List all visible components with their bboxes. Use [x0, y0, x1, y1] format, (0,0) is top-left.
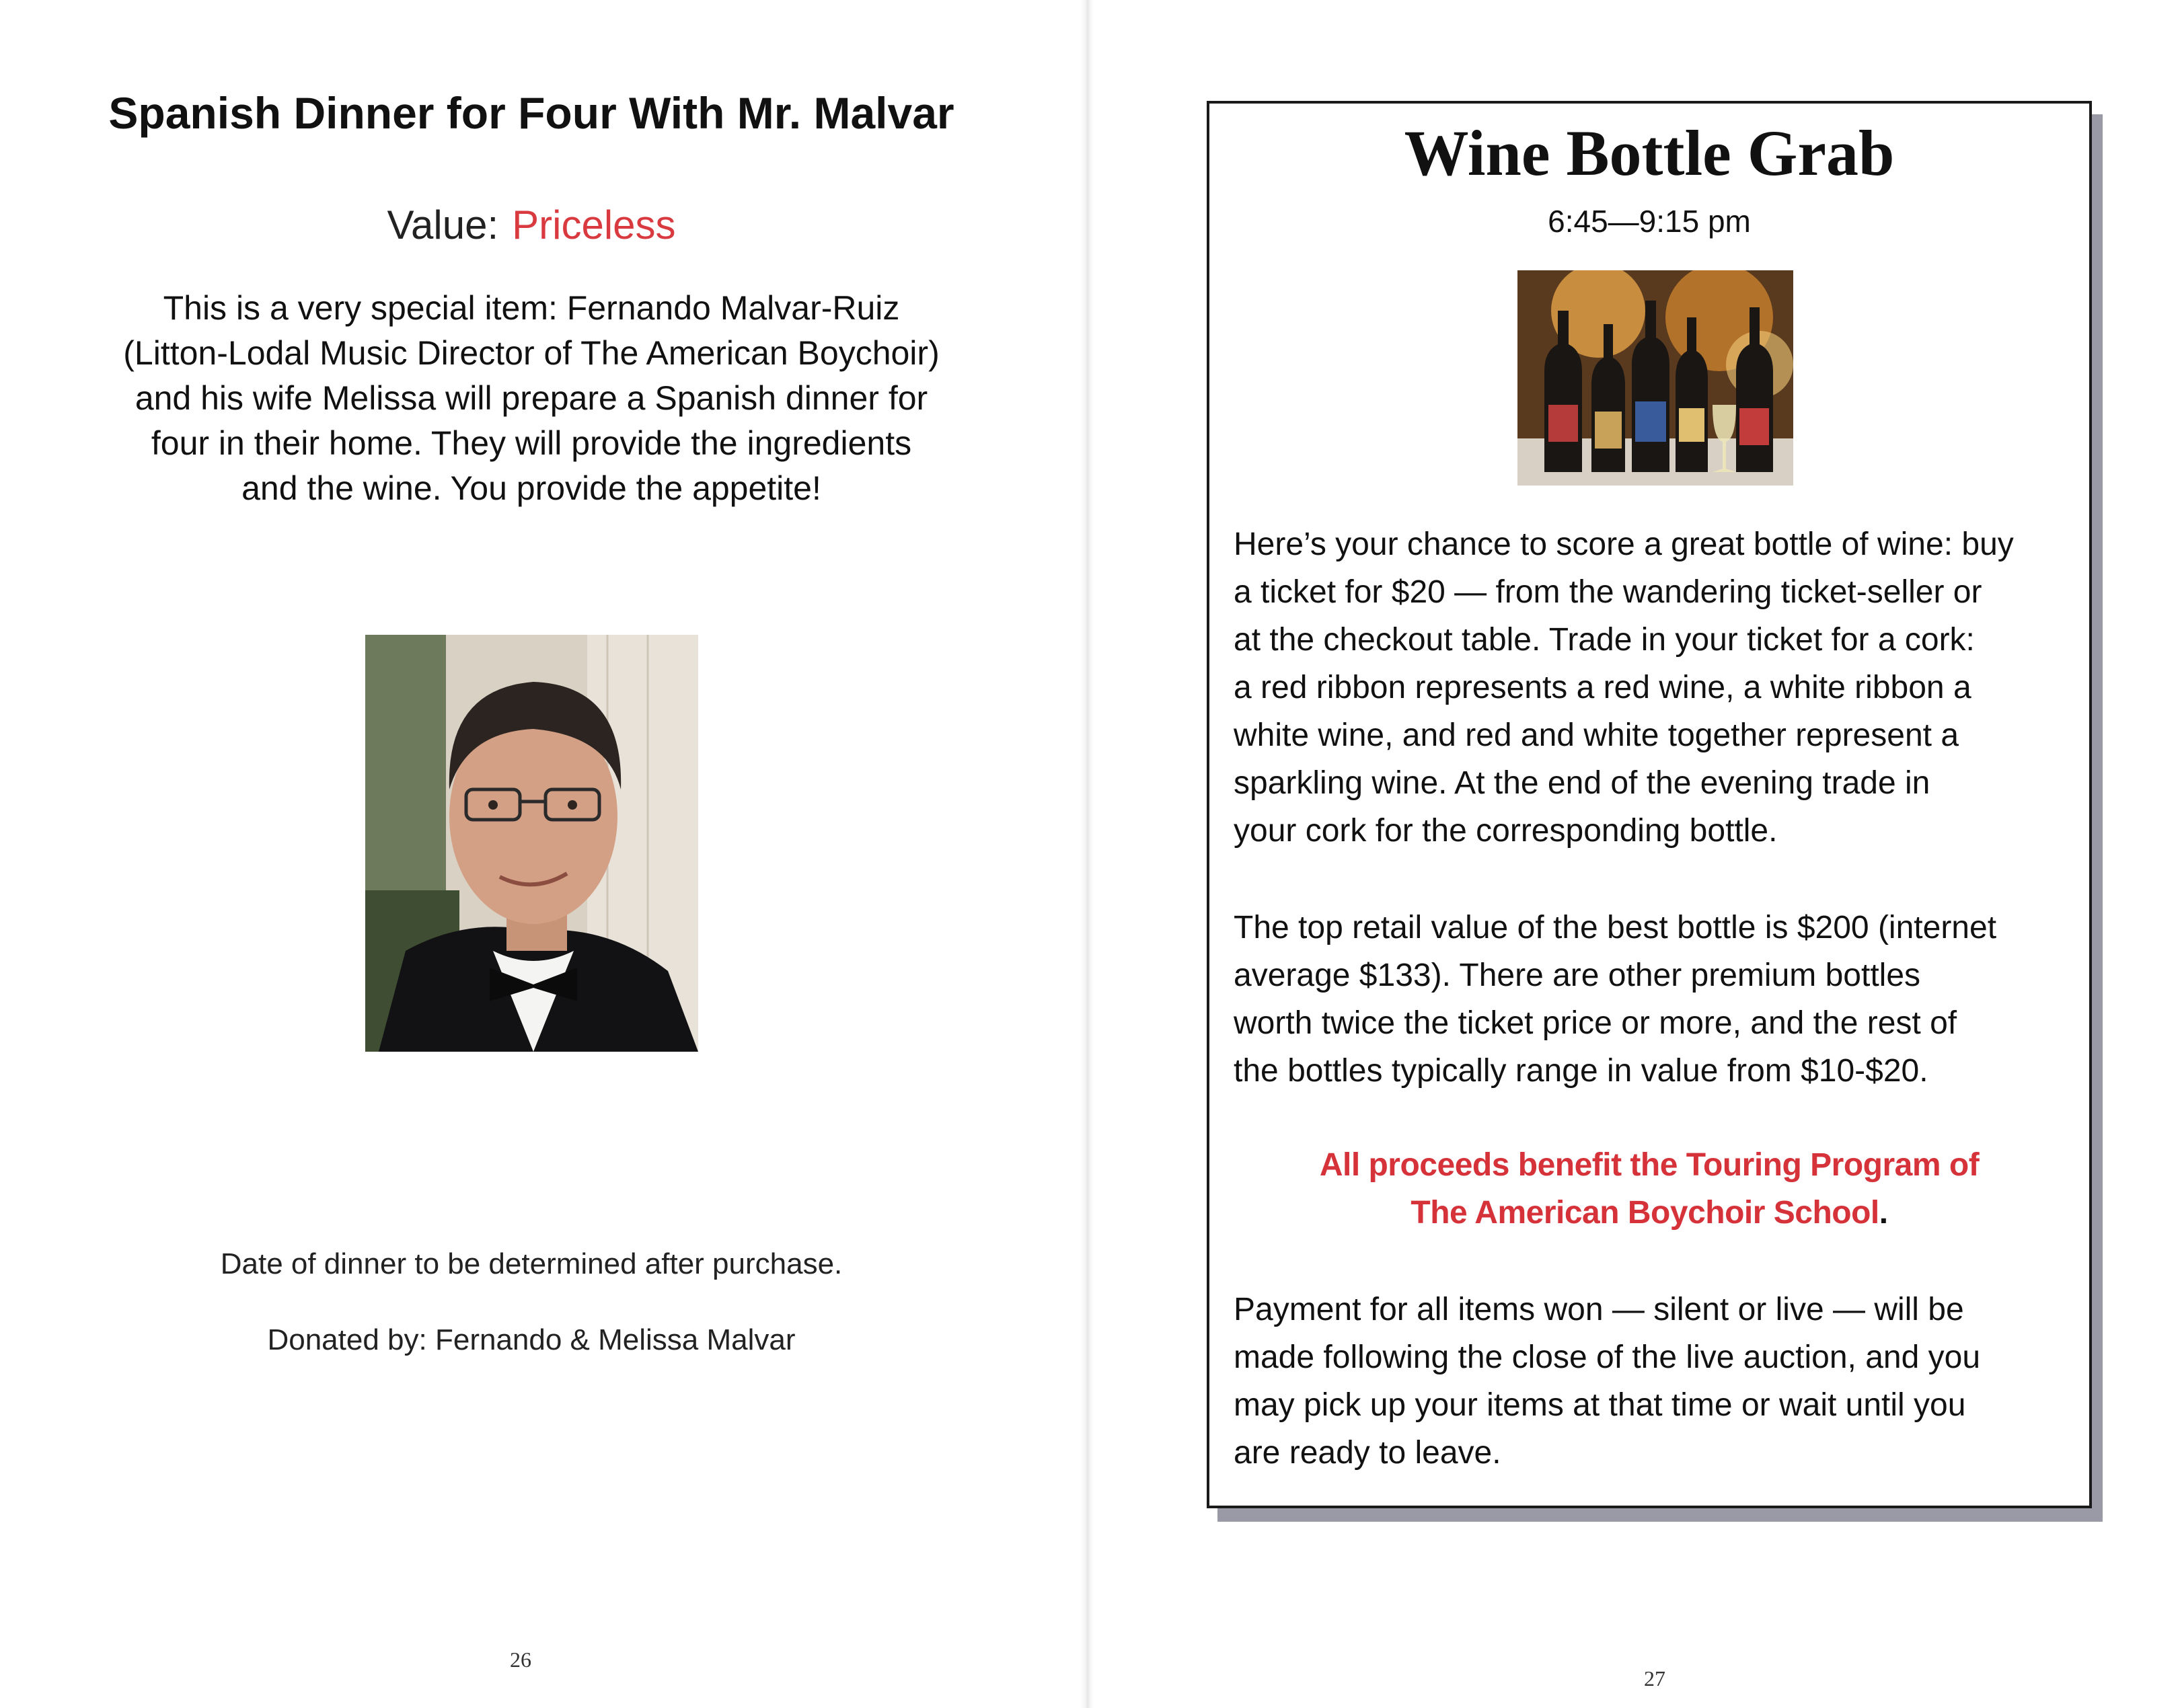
paragraph-line: a ticket for $20 — from the wandering ticket-seller or [1234, 574, 1982, 610]
value-label: Value: [387, 202, 499, 247]
wine-bottles-photo [1517, 270, 1793, 486]
dinner-title: Spanish Dinner for Four With Mr. Malvar [108, 88, 954, 138]
description-line: (Litton-Lodal Music Director of The American Boychoir) [123, 334, 940, 372]
page-gutter [1080, 0, 1094, 1708]
portrait-illustration [365, 635, 698, 1052]
paragraph-line: worth twice the ticket price or more, and the rest of [1234, 1005, 1957, 1041]
paragraph-line: your cork for the corresponding bottle. [1234, 813, 1778, 849]
paragraph-line: the bottles typically range in value from $10-$20. [1234, 1053, 1928, 1089]
wine-grab-title: Wine Bottle Grab [1404, 117, 1895, 189]
proceeds-note [1209, 1141, 2089, 1237]
paragraph-line: average $133). There are other premium bottles [1234, 958, 1921, 993]
paragraph-line: white wine, and red and white together represent a [1234, 717, 1959, 753]
paragraph-line: Here’s your chance to score a great bottle of wine: buy [1234, 527, 2014, 562]
value-line [40, 202, 1022, 248]
description-line: This is a very special item: Fernando Malvar-Ruiz [163, 289, 900, 327]
dinner-description [54, 286, 1009, 511]
description-line: and the wine. You provide the appetite! [241, 469, 821, 507]
wine-bottles-illustration [1517, 270, 1793, 486]
donor-credit: Donated by: Fernando & Melissa Malvar [267, 1323, 796, 1356]
paragraph-line: are ready to leave. [1234, 1435, 1501, 1471]
paragraph-line: at the checkout table. Trade in your ticket for a cork: [1234, 622, 1975, 658]
wine-grab-box [1207, 101, 2092, 1508]
paragraph-line: may pick up your items at that time or wait until you [1234, 1387, 1966, 1423]
paragraph-line: sparkling wine. At the end of the evening trade in [1234, 765, 1930, 801]
payment-paragraph [1234, 1286, 2074, 1477]
paragraph-line: a red ribbon represents a red wine, a white ribbon a [1234, 670, 1971, 705]
wine-grab-time: 6:45—9:15 pm [1548, 204, 1751, 239]
proceeds-line: The American Boychoir School [1411, 1195, 1879, 1231]
page-number-right: 27 [1644, 1666, 1665, 1691]
page-number-left: 26 [510, 1647, 531, 1672]
proceeds-line: All proceeds benefit the Touring Program of [1319, 1147, 1980, 1183]
proceeds-line-2 [1209, 1189, 2089, 1237]
dinner-date-note: Date of dinner to be determined after purchase. [220, 1247, 843, 1280]
description-line: four in their home. They will provide the ingredients [151, 424, 912, 462]
value-amount: Priceless [512, 202, 676, 247]
ticket-info-paragraph [1234, 520, 2074, 855]
portrait-photo [365, 635, 698, 1052]
paragraph-line: Payment for all items won — silent or live — will be [1234, 1292, 1964, 1327]
paragraph-line: The top retail value of the best bottle is $200 (internet [1234, 910, 1997, 945]
paragraph-line: made following the close of the live auction, and you [1234, 1340, 1981, 1375]
proceeds-period: . [1879, 1195, 1888, 1231]
bottle-value-paragraph [1234, 904, 2074, 1095]
description-line: and his wife Melissa will prepare a Spanish dinner for [135, 379, 928, 417]
